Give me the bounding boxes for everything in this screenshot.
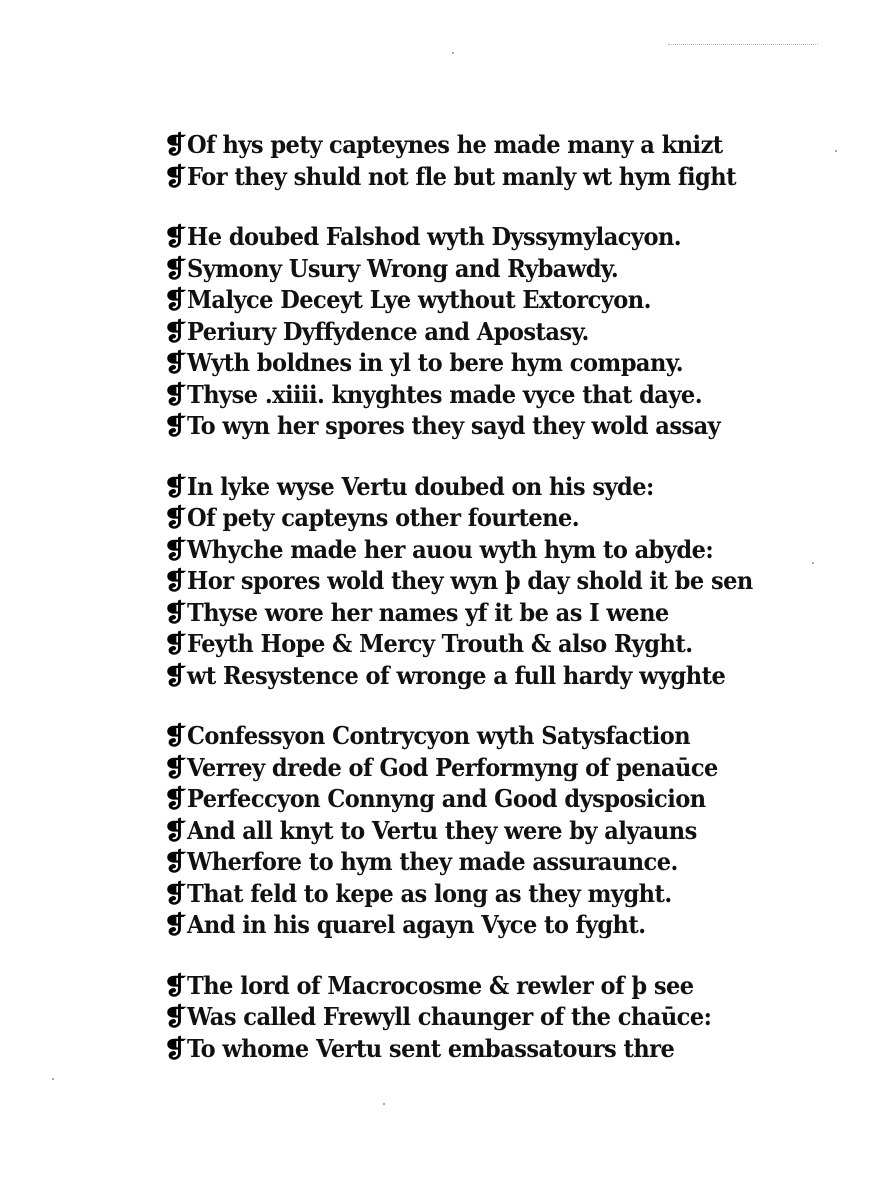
- verse-line-text: Was called Frewyll chaunger of the chaūce:: [187, 1002, 712, 1031]
- paragraph-mark-icon: ❡: [163, 503, 187, 532]
- paragraph-mark-icon: ❡: [163, 130, 187, 159]
- paragraph-mark-icon: ❡: [163, 878, 187, 908]
- verse-line: [165, 316, 765, 348]
- paragraph-mark-icon: ❡: [163, 629, 187, 658]
- verse-line-text: To whome Vertu sent embassatours thre: [187, 1033, 675, 1063]
- verse-line-text: Feyth Hope & Mercy Trouth & also Ryght.: [187, 629, 693, 658]
- verse-line-text: For they shuld not fle but manly wt hym fight: [187, 161, 736, 191]
- verse-line: [165, 471, 765, 503]
- verse-line: [165, 846, 765, 878]
- paragraph-mark-icon: ❡: [163, 316, 187, 346]
- scan-speck: [383, 1103, 385, 1105]
- verse-line: [165, 815, 765, 847]
- verse-line: [165, 1001, 765, 1033]
- paragraph-mark-icon: ❡: [163, 222, 187, 251]
- verse-line: [165, 1033, 765, 1065]
- stanza: [165, 129, 765, 192]
- scan-speck: [452, 52, 454, 54]
- verse-line: [165, 970, 765, 1002]
- verse-line: [165, 534, 765, 566]
- paragraph-mark-icon: ❡: [163, 784, 187, 813]
- verse-line-text: Of pety capteyns other fourtene.: [187, 503, 580, 532]
- paragraph-mark-icon: ❡: [163, 970, 187, 1000]
- paragraph-mark-icon: ❡: [163, 847, 187, 876]
- verse-line-text: Symony Usury Wrong and Rybawdy.: [187, 253, 619, 283]
- verse-line-text: Thyse .xiiii. knyghtes made vyce that daye.: [187, 379, 702, 409]
- scan-speck: [812, 562, 814, 564]
- verse-line-text: Wherfore to hym they made assuraunce.: [187, 847, 678, 876]
- verse-line-text: Thyse wore her names yf it be as I wene: [187, 597, 669, 627]
- verse-line-text: wt Resystence of wronge a full hardy wyghte: [187, 660, 726, 690]
- paragraph-mark-icon: ❡: [163, 348, 187, 377]
- verse-line: [165, 878, 765, 910]
- verse-line: [165, 161, 765, 193]
- verse-line-text: Confessyon Contrycyon wyth Satysfaction: [187, 721, 691, 750]
- paragraph-mark-icon: ❡: [163, 1002, 187, 1031]
- paragraph-mark-icon: ❡: [163, 660, 187, 690]
- verse-line-text: Malyce Deceyt Lye wythout Extorcyon.: [187, 285, 651, 314]
- verse-line: [165, 221, 765, 253]
- verse-line: [165, 628, 765, 660]
- verse-line: [165, 752, 765, 784]
- verse-text: [165, 129, 765, 1093]
- verse-line: [165, 347, 765, 379]
- verse-line-text: And in his quarel agayn Vyce to fyght.: [187, 910, 646, 939]
- verse-line: [165, 565, 765, 597]
- paragraph-mark-icon: ❡: [163, 379, 187, 409]
- paragraph-mark-icon: ❡: [163, 752, 187, 782]
- verse-line: [165, 502, 765, 534]
- paragraph-mark-icon: ❡: [163, 253, 187, 283]
- stanza: [165, 720, 765, 941]
- verse-line: [165, 410, 765, 442]
- verse-line-text: Hor spores wold they wyn þ day shold it be sen: [187, 566, 753, 595]
- verse-line-text: Wyth boldnes in yl to bere hym company.: [187, 348, 684, 377]
- verse-line-text: Whyche made her auou wyth hym to abyde:: [187, 534, 714, 564]
- paragraph-mark-icon: ❡: [163, 411, 187, 440]
- verse-line: [165, 129, 765, 161]
- stanza: [165, 471, 765, 692]
- stanza: [165, 221, 765, 442]
- verse-line: [165, 253, 765, 285]
- verse-line-text: Perfeccyon Connyng and Good dysposicion: [187, 784, 706, 813]
- scan-artifact: [668, 44, 818, 48]
- scan-speck: [52, 1078, 54, 1080]
- verse-line-text: Of hys pety capteynes he made many a knizt: [187, 130, 723, 159]
- verse-line-text: Periury Dyffydence and Apostasy.: [187, 316, 589, 346]
- verse-line: [165, 660, 765, 692]
- paragraph-mark-icon: ❡: [163, 815, 187, 845]
- paragraph-mark-icon: ❡: [163, 597, 187, 627]
- verse-line-text: The lord of Macrocosme & rewler of þ see: [187, 970, 694, 1000]
- paragraph-mark-icon: ❡: [163, 1033, 187, 1063]
- verse-line: [165, 909, 765, 941]
- paragraph-mark-icon: ❡: [163, 285, 187, 314]
- verse-line: [165, 783, 765, 815]
- verse-line-text: He doubed Falshod wyth Dyssymylacyon.: [187, 222, 682, 251]
- verse-line-text: Verrey drede of God Performyng of penaūce: [187, 752, 718, 782]
- paragraph-mark-icon: ❡: [163, 471, 187, 501]
- verse-line-text: In lyke wyse Vertu doubed on his syde:: [187, 471, 654, 501]
- verse-line: [165, 597, 765, 629]
- verse-line: [165, 284, 765, 316]
- verse-line: [165, 720, 765, 752]
- paragraph-mark-icon: ❡: [163, 534, 187, 564]
- paragraph-mark-icon: ❡: [163, 721, 187, 750]
- verse-line-text: To wyn her spores they sayd they wold assay: [187, 411, 721, 440]
- stanza: [165, 970, 765, 1065]
- verse-line-text: And all knyt to Vertu they were by alyauns: [187, 815, 697, 845]
- scan-speck: [835, 150, 837, 152]
- paragraph-mark-icon: ❡: [163, 910, 187, 939]
- verse-line-text: That feld to kepe as long as they myght.: [187, 878, 672, 908]
- verse-line: [165, 379, 765, 411]
- paragraph-mark-icon: ❡: [163, 161, 187, 191]
- paragraph-mark-icon: ❡: [163, 566, 187, 595]
